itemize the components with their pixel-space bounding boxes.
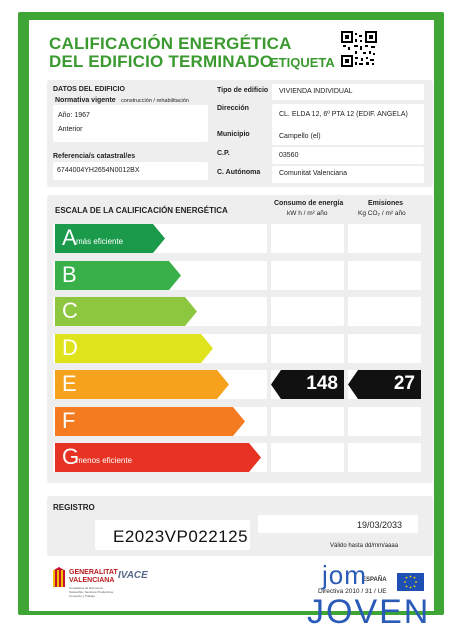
cp-value: 03560	[279, 152, 299, 159]
rating-letter: F	[62, 408, 76, 433]
gv-line2: VALENCIANA	[69, 577, 115, 584]
rating-sublabel: más eficiente	[76, 237, 124, 246]
ivace-logo: IVACE	[118, 570, 148, 581]
emisiones-badge	[348, 370, 421, 399]
valid-date: 19/03/2033	[357, 520, 403, 530]
rating-letter: E	[62, 371, 77, 396]
normativa-value: Anterior	[58, 126, 83, 133]
rating-arrow-g	[55, 443, 261, 472]
direccion-label: Dirección	[217, 105, 249, 112]
title-line1: CALIFICACIÓN ENERGÉTICA	[49, 34, 292, 53]
rating-arrow-e	[55, 370, 229, 399]
watermark-line2: JOVEN	[307, 593, 431, 631]
generalitat-logo-icon	[52, 567, 66, 589]
consumo-badge-value: 148	[306, 373, 338, 394]
title-line2: DEL EDIFICIO TERMINADO	[49, 52, 274, 71]
consumo-cell	[271, 443, 344, 472]
espana-label: ESPAÑA	[362, 577, 387, 583]
gv-sub2: Sostenible, Sectores Productivos,	[69, 590, 114, 594]
emisiones-label: Emisiones	[368, 200, 404, 207]
consumo-label: Consumo de energía	[274, 200, 344, 207]
eu-flag-icon	[397, 573, 424, 591]
emisiones-cell	[348, 297, 421, 326]
scale-title: ESCALA DE LA CALIFICACIÓN ENERGÉTICA	[55, 206, 228, 215]
tipo-label: Tipo de edificio	[217, 87, 269, 94]
emisiones-cell	[348, 443, 421, 472]
consumo-unit: kW h / m² año	[287, 210, 328, 217]
cp-label: C.P.	[217, 150, 230, 157]
direccion-value: CL. ELDA 12, 6º PTA 12 (EDIF. ANGELA)	[279, 111, 408, 118]
consumo-cell	[271, 297, 344, 326]
tipo-value: VIVIENDA INDIVIDUAL	[279, 88, 353, 95]
emisiones-cell	[348, 407, 421, 436]
rating-letter: G	[62, 444, 80, 469]
rating-letter: D	[62, 335, 78, 360]
rating-arrow-c	[55, 297, 197, 326]
rating-letter: B	[62, 262, 77, 287]
ref-catastral-value: 6744004YH2654N0012BX	[57, 167, 140, 174]
registro-code: E2023VP022125	[113, 527, 249, 546]
gv-line1: GENERALITAT	[69, 569, 118, 576]
normativa-note: construcción / rehabilitación	[121, 98, 189, 104]
ref-catastral-label: Referencia/s catastral/es	[53, 153, 136, 160]
gv-sub1: Conselleria de Economía	[69, 586, 103, 590]
rating-arrow-f	[55, 407, 245, 436]
qr-code-icon	[341, 31, 377, 67]
gv-sub3: Comercio y Trabajo	[69, 594, 96, 598]
rating-letter: A	[62, 225, 77, 250]
consumo-cell	[271, 224, 344, 253]
consumo-cell	[271, 407, 344, 436]
consumo-badge	[271, 370, 344, 399]
emisiones-unit: Kg CO₂ / m² año	[358, 210, 406, 217]
autonoma-label: C. Autónoma	[217, 169, 261, 176]
emisiones-cell	[348, 224, 421, 253]
etiqueta-label: ETIQUETA	[270, 55, 335, 70]
emisiones-cell	[348, 334, 421, 363]
autonoma-value: Comunitat Valenciana	[279, 170, 347, 177]
municipio-value: Campello (el)	[279, 133, 321, 140]
building-section-title: DATOS DEL EDIFICIO	[53, 86, 125, 93]
valid-label: Válido hasta dd/mm/aaaa	[330, 543, 399, 549]
rating-arrow-d	[55, 334, 213, 363]
rating-arrow-b	[55, 261, 181, 290]
direccion-box	[272, 104, 424, 128]
year-value: Año: 1967	[58, 112, 90, 119]
rating-letter: C	[62, 298, 78, 323]
normativa-label: Normativa vigente	[55, 97, 116, 104]
consumo-cell	[271, 334, 344, 363]
registro-label: REGISTRO	[53, 503, 95, 512]
rating-sublabel: menos eficiente	[76, 456, 133, 465]
municipio-label: Municipio	[217, 131, 250, 138]
emisiones-badge-value: 27	[393, 373, 415, 394]
rating-arrow-a	[55, 224, 165, 253]
emisiones-cell	[348, 261, 421, 290]
normativa-box	[53, 105, 208, 142]
directiva-label: Directiva 2010 / 31 / UE	[318, 588, 387, 595]
watermark-line1: jom	[322, 560, 367, 590]
consumo-cell	[271, 261, 344, 290]
